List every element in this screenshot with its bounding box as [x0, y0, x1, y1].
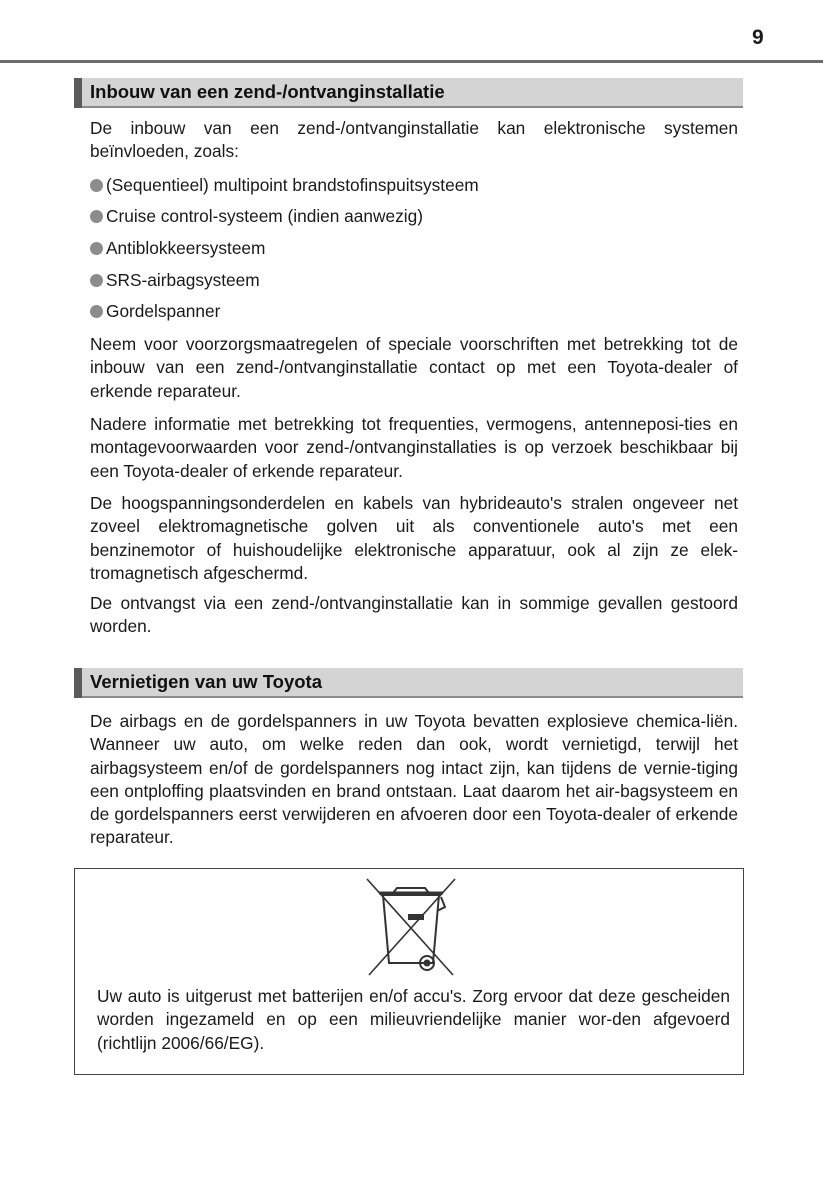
section-title: Vernietigen van uw Toyota [90, 671, 322, 692]
paragraph: Neem voor voorzorgsmaatregelen of speciale voorschriften met betrekking tot de inbouw van een zend-/ontvanginstallatie contact op met een Toyota-dealer of erkende reparateur. [90, 334, 738, 401]
list-item: (Sequentieel) multipoint brandstofinspuitsysteem [90, 174, 479, 197]
list-item: Antiblokkeersysteem [90, 237, 265, 260]
bullet-icon [90, 210, 103, 223]
paragraph: De airbags en de gordelspanners in uw Toyota bevatten explosieve chemica-liën. Wanneer uw auto, om welke reden dan ook, wordt vernietigd, terwijl het airbagsysteem en/of de gordelspanners nog intact zijn, kan tijdens de vernie-tiging een ontploffing plaatsvinden en brand ontstaan. Laat daarom het air-bagsysteem en de gordelspanners eerst verwijderen en afvoeren door een Toyota-dealer of erkende reparateur. [90, 711, 738, 848]
paragraph: Nadere informatie met betrekking tot frequenties, vermogens, antenneposi-ties en montagevoorwaarden voor zend-/ontvanginstallaties is op verzoek beschikbaar bij een Toyota-dealer of erkende reparateur. [90, 414, 738, 481]
paragraph: De hoogspanningsonderdelen en kabels van hybrideauto's stralen ongeveer net zoveel elektromagnetische golven uit als conventionele auto's met een benzinemotor of huishoudelijke elektronische apparatuur, ook al zijn ze elek-tromagnetisch afgeschermd. [90, 493, 738, 583]
list-item: Cruise control-systeem (indien aanwezig) [90, 205, 423, 228]
header-rule [0, 60, 823, 63]
bullet-icon [90, 179, 103, 192]
crossed-out-wheelie-bin-icon [361, 875, 461, 979]
section-heading-installation [74, 78, 743, 108]
bullet-icon [90, 242, 103, 255]
heading-accent-bar [74, 668, 82, 698]
bullet-icon [90, 274, 103, 287]
intro-paragraph: De inbouw van een zend-/ontvanginstallatie kan elektronische systemen beïnvloeden, zoals: [90, 118, 738, 162]
list-item: SRS-airbagsysteem [90, 269, 260, 292]
notice-text: Uw auto is uitgerust met batterijen en/of accu's. Zorg ervoor dat deze gescheiden worden ingezameld en op een milieuvriendelijke manier wor-den afgevoerd (richtlijn 2006/66/EG). [97, 986, 730, 1053]
bullet-icon [90, 305, 103, 318]
list-item: Gordelspanner [90, 300, 220, 323]
page-number: 9 [752, 26, 764, 49]
battery-notice-box [74, 868, 744, 1075]
paragraph: De ontvangst via een zend-/ontvanginstallatie kan in sommige gevallen gestoord worden. [90, 593, 738, 637]
section-title: Inbouw van een zend-/ontvanginstallatie [90, 81, 445, 102]
section-heading-disposal [74, 668, 743, 698]
heading-accent-bar [74, 78, 82, 108]
